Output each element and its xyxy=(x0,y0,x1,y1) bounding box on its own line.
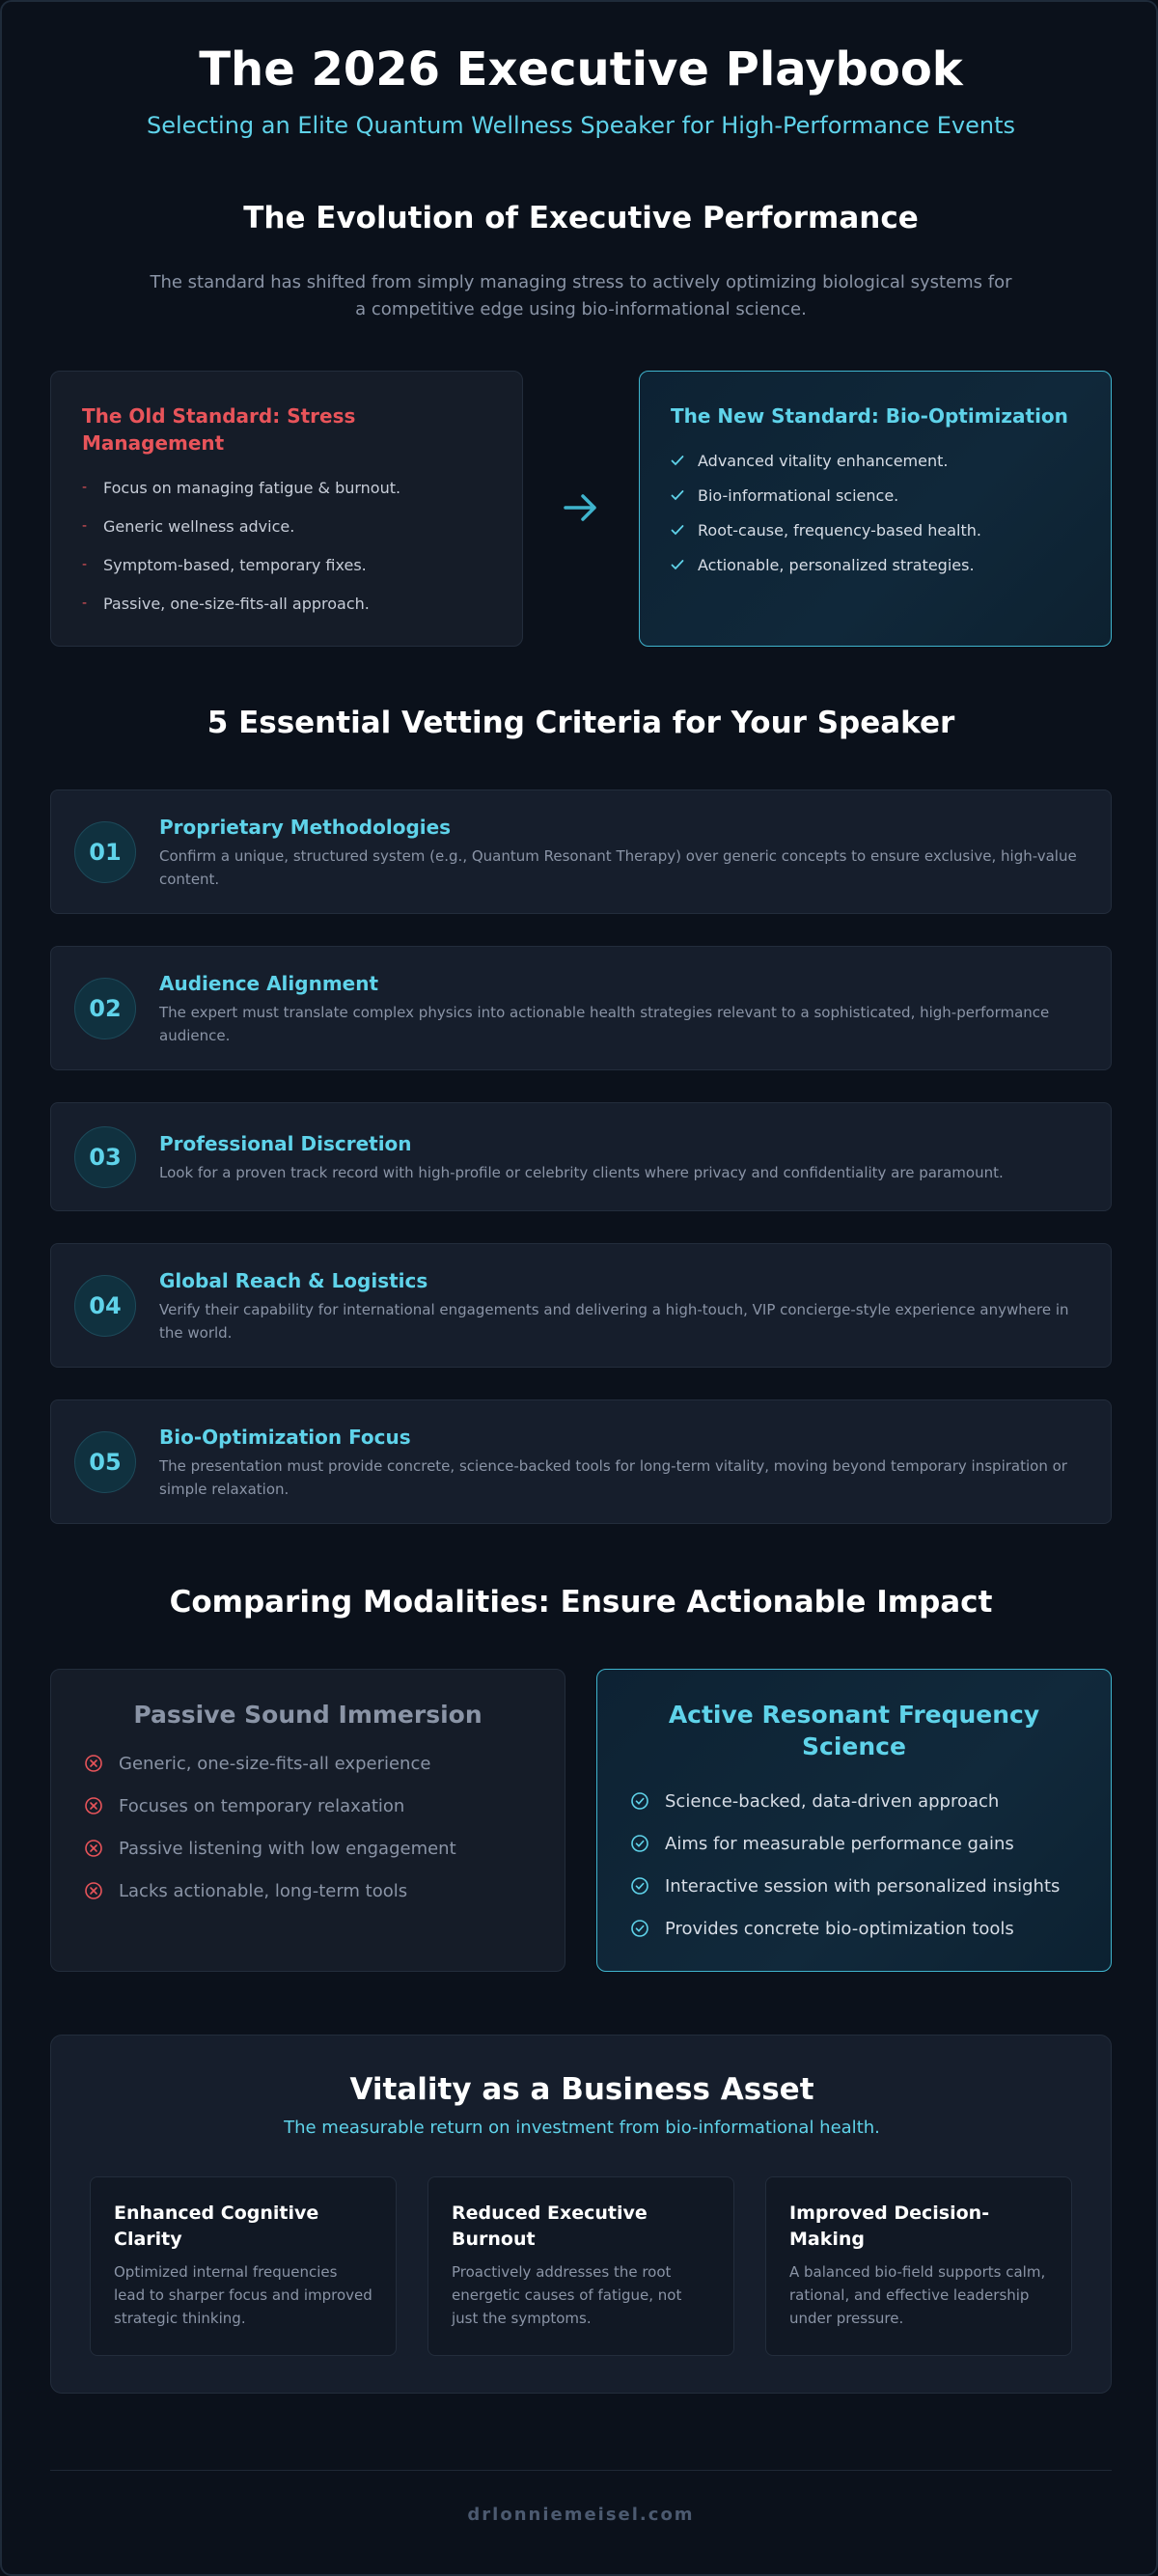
benefit-title: Reduced Executive Burnout xyxy=(452,2202,648,2250)
check-icon xyxy=(671,559,698,570)
criterion-number-badge: 03 xyxy=(74,1126,136,1188)
list-item: - Generic wellness advice. xyxy=(82,516,295,536)
criterion-description: Verify their capability for international engagements and delivering a high-touch, VIP concierge-style experience anywhere in the world. xyxy=(159,1301,1069,1342)
vitality-section xyxy=(50,2035,1112,2394)
list-item: Provides concrete bio-optimization tools xyxy=(626,1907,1082,1950)
criterion-description: The presentation must provide concrete, science-backed tools for long-term vitality, moving beyond temporary inspiration or simple relaxation. xyxy=(159,1457,1067,1498)
active-modality-list xyxy=(626,1780,1082,1950)
list-item: Bio-informational science. xyxy=(671,478,1080,512)
compare-heading: Comparing Modalities: Ensure Actionable Impact xyxy=(169,1585,993,1620)
criterion-card xyxy=(50,1102,1112,1211)
vitality-subtitle: The measurable return on investment from bio-informational health. xyxy=(284,2118,880,2138)
criterion-title: Audience Alignment xyxy=(159,972,379,995)
old-standard-title: The Old Standard: Stress Management xyxy=(82,404,356,455)
check-circle-icon xyxy=(626,1919,665,1938)
criterion-title: Global Reach & Logistics xyxy=(159,1269,428,1292)
dash-icon: - xyxy=(82,557,88,572)
benefit-description: A balanced bio-field supports calm, rational, and effective leadership under pressure. xyxy=(789,2263,1046,2327)
new-standard-card xyxy=(639,371,1112,647)
vitality-heading: Vitality as a Business Asset xyxy=(349,2072,814,2107)
criterion-number-badge: 01 xyxy=(74,821,136,883)
list-item: Root-cause, frequency-based health. xyxy=(671,512,1080,547)
check-icon xyxy=(671,455,698,466)
footer-divider xyxy=(50,2470,1112,2471)
arrow-right-icon xyxy=(562,490,600,525)
criterion-title: Professional Discretion xyxy=(159,1132,412,1155)
criterion-number-badge: 02 xyxy=(74,978,136,1039)
old-standard-list xyxy=(82,468,491,623)
dash-icon: - xyxy=(82,518,88,534)
new-standard-title: The New Standard: Bio-Optimization xyxy=(671,404,1068,428)
list-item: Science-backed, data-driven approach xyxy=(626,1780,1082,1822)
list-item: - Passive, one-size-fits-all approach. xyxy=(82,594,370,613)
criterion-number-badge: 05 xyxy=(74,1431,136,1493)
benefit-title: Enhanced Cognitive Clarity xyxy=(114,2202,319,2250)
passive-modality-list xyxy=(80,1742,536,1912)
criterion-title: Bio-Optimization Focus xyxy=(159,1426,411,1449)
list-item: Lacks actionable, long-term tools xyxy=(80,1870,536,1912)
check-icon xyxy=(671,489,698,501)
list-item: Focuses on temporary relaxation xyxy=(80,1785,536,1827)
criterion-number-badge: 04 xyxy=(74,1275,136,1337)
criterion-description: Look for a proven track record with high-profile or celebrity clients where privacy and confidentiality are paramount. xyxy=(159,1164,1004,1181)
list-item: Generic, one-size-fits-all experience xyxy=(80,1742,536,1785)
active-modality-title: Active Resonant Frequency Science xyxy=(668,1701,1040,1760)
benefit-card xyxy=(765,2176,1072,2356)
active-modality-card xyxy=(596,1669,1112,1972)
passive-modality-title: Passive Sound Immersion xyxy=(133,1701,482,1729)
dash-icon: - xyxy=(82,596,88,611)
list-item: Actionable, personalized strategies. xyxy=(671,547,1080,582)
x-circle-icon xyxy=(80,1839,119,1858)
list-item: Advanced vitality enhancement. xyxy=(671,443,1080,478)
old-standard-card xyxy=(50,371,523,647)
criterion-description: Confirm a unique, structured system (e.g., Quantum Resonant Therapy) over generic concepts to ensure exclusive, high-value content. xyxy=(159,847,1077,888)
benefit-description: Proactively addresses the root energetic causes of fatigue, not just the symptoms. xyxy=(452,2263,682,2327)
list-item: Interactive session with personalized insights xyxy=(626,1865,1082,1907)
footer-site-link[interactable]: drlonniemeisel.com xyxy=(467,2505,695,2525)
evolution-intro: The standard has shifted from simply managing stress to actively optimizing biological systems for a competitive edge using bio-informational science. xyxy=(150,272,1012,319)
criterion-title: Proprietary Methodologies xyxy=(159,816,452,839)
criterion-card xyxy=(50,946,1112,1070)
check-circle-icon xyxy=(626,1791,665,1811)
page-title: The 2026 Executive Playbook xyxy=(199,42,963,97)
list-item: - Symptom-based, temporary fixes. xyxy=(82,555,367,574)
list-item: - Focus on managing fatigue & burnout. xyxy=(82,478,401,497)
new-standard-list xyxy=(671,443,1080,582)
benefit-description: Optimized internal frequencies lead to sharper focus and improved strategic thinking. xyxy=(114,2263,372,2327)
evolution-heading: The Evolution of Executive Performance xyxy=(243,201,919,235)
list-item: Aims for measurable performance gains xyxy=(626,1822,1082,1865)
x-circle-icon xyxy=(80,1796,119,1815)
check-icon xyxy=(671,524,698,536)
criteria-heading: 5 Essential Vetting Criteria for Your Speaker xyxy=(207,706,955,740)
criterion-card xyxy=(50,789,1112,914)
benefit-card xyxy=(427,2176,734,2356)
list-item: Passive listening with low engagement xyxy=(80,1827,536,1870)
x-circle-icon xyxy=(80,1881,119,1900)
criterion-card xyxy=(50,1399,1112,1524)
page-subtitle: Selecting an Elite Quantum Wellness Speaker for High-Performance Events xyxy=(147,112,1015,139)
benefit-title: Improved Decision-Making xyxy=(789,2202,990,2250)
check-circle-icon xyxy=(626,1834,665,1853)
dash-icon: - xyxy=(82,480,88,495)
check-circle-icon xyxy=(626,1876,665,1896)
criterion-description: The expert must translate complex physics into actionable health strategies relevant to a sophisticated, high-performance audience. xyxy=(159,1004,1050,1044)
passive-modality-card xyxy=(50,1669,565,1972)
x-circle-icon xyxy=(80,1754,119,1773)
criterion-card xyxy=(50,1243,1112,1368)
benefit-card xyxy=(90,2176,397,2356)
